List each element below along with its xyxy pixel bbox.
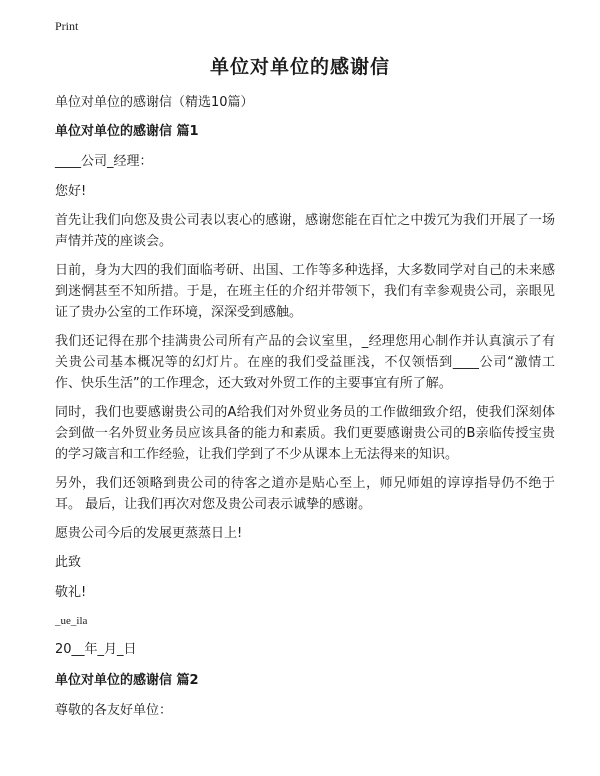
letter-paragraph-2: 日前，身为大四的我们面临考研、出国、工作等多种选择，大多数同学对自己的未来感到迷惘甚至不知所措。于是，在班主任的介绍并带领下，我们有幸参观贵公司，亲眼见证了贵办公室的工作环境，深深受到感触。 xyxy=(55,263,555,320)
letter-wish: 愿贵公司今后的发展更蒸蒸日上! xyxy=(55,526,243,541)
document-subtitle: 单位对单位的感谢信（精选10篇） xyxy=(55,95,254,110)
letter-paragraph-5: 另外，我们还领略到贵公司的待客之道亦是贴心至上，师兄师姐的谆谆指导仍不绝于耳。 最后，让我们再次对您及贵公司表示诚挚的感谢。 xyxy=(55,476,555,512)
letter-respect: 敬礼! xyxy=(55,585,87,600)
letter-signature: _ue_ila xyxy=(55,615,88,627)
letter-paragraph-3: 我们还记得在那个挂满贵公司所有产品的会议室里，_经理您用心制作并认真演示了有关贵公司基本概况等的幻灯片。在座的我们受益匪浅，不仅领悟到____公司“激情工作、快乐生活”的工作理念，还大致对外贸工作的主要事宜有所了解。 xyxy=(55,334,555,391)
letter-paragraph-1: 首先让我们向您及贵公司表以衷心的感谢，感谢您能在百忙之中拨冗为我们开展了一场声情并茂的座谈会。 xyxy=(55,213,555,249)
document-body xyxy=(55,92,555,721)
print-link[interactable]: Print xyxy=(55,19,79,33)
letter-closing: 此致 xyxy=(55,555,82,570)
section2-salutation: 尊敬的各友好单位： xyxy=(55,703,173,718)
letter-greeting: 您好! xyxy=(55,184,87,199)
section-heading-2: 单位对单位的感谢信 篇2 xyxy=(55,673,199,688)
letter-date: 20__年_月_日 xyxy=(55,642,137,657)
letter-salutation: ____公司_经理： xyxy=(55,154,153,169)
letter-paragraph-4: 同时，我们也要感谢贵公司的A给我们对外贸业务员的工作做细致介绍，使我们深刻体会到做一名外贸业务员应该具备的能力和素质。我们更要感谢贵公司的B亲临传授宝贵的学习箴言和工作经验，让我们学到了不少从课本上无法得来的知识。 xyxy=(55,405,555,462)
section-heading-1: 单位对单位的感谢信 篇1 xyxy=(55,124,199,139)
document-title: 单位对单位的感谢信 xyxy=(209,56,390,78)
